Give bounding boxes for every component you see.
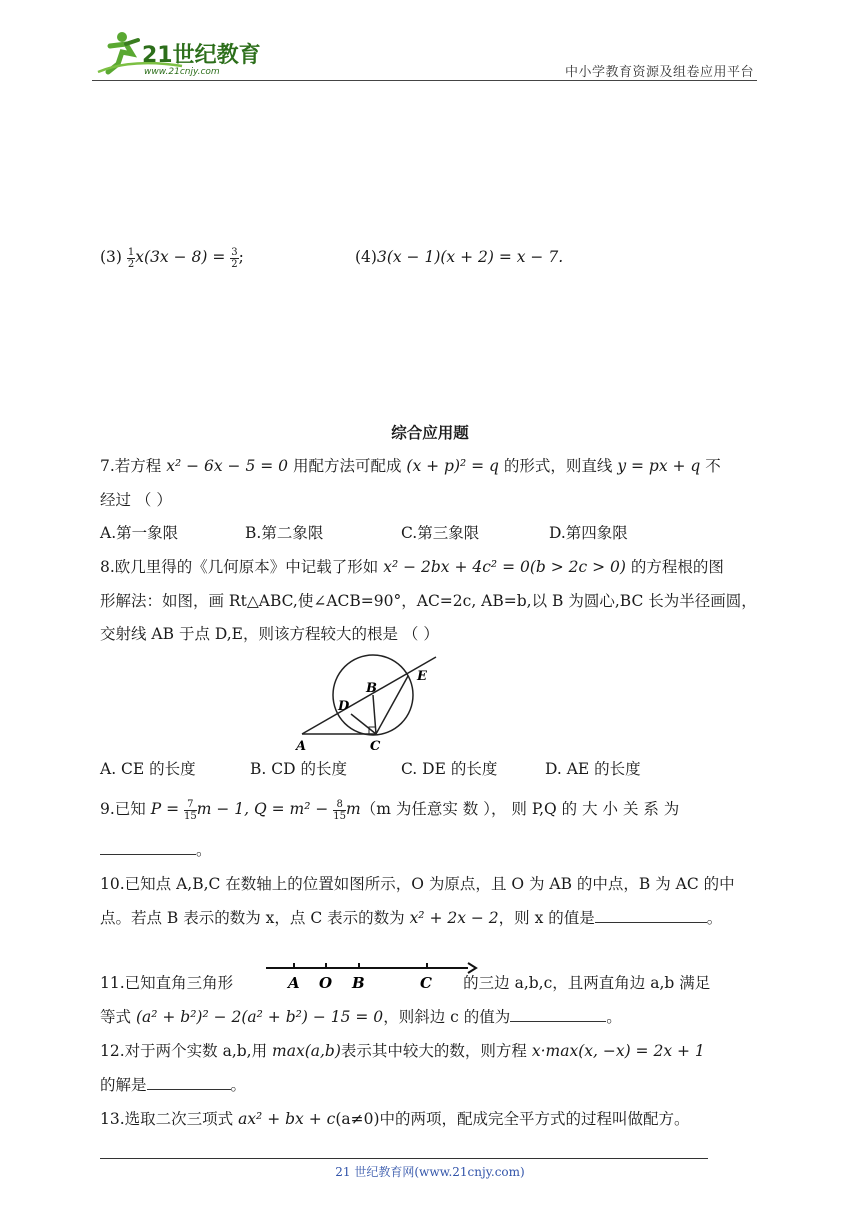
footer-text: 21 世纪教育网(www.21cnjy.com)	[335, 1165, 525, 1179]
logo-sub-text: www.21cnjy.com	[144, 67, 220, 77]
q9-line2: 。	[100, 838, 212, 862]
label-d: D	[338, 699, 350, 714]
q8-option-a: A. CE 的长度	[100, 760, 196, 778]
q7-option-d: D.第四象限	[549, 524, 628, 542]
q11-answer-blank	[510, 1007, 606, 1022]
q8-option-d: D. AE 的长度	[545, 760, 641, 778]
q10-line2: 点。若点 B 表示的数为 x，点 C 表示的数为 x² + 2x − 2，则 x 的值是 。	[100, 909, 723, 927]
axis-label-a: A	[288, 974, 300, 992]
q7-option-b: B.第二象限	[245, 524, 324, 542]
q8-option-c: C. DE 的长度	[401, 760, 498, 778]
equation-4: (4)3(x − 1)(x + 2) = x − 7.	[355, 248, 564, 266]
q7-line2: 经过 （ ）	[100, 491, 172, 509]
logo	[92, 28, 262, 80]
q11-line2: 等式 (a² + b²)² − 2(a² + b²) − 15 = 0，则斜边 c 的值为 。	[100, 1008, 622, 1026]
q9-line1: 9.已知 P = $\frac{7}{15}$ m − 1, Q = m² − $\frac{8}{15}$ m（m 为任意实 数 ）， 则 P,Q 的 大 小 关 系 为	[100, 798, 680, 822]
q11-line1: 11.已知直角三角形 的三边 a,b,c，且两直角边 a,b 满足	[100, 974, 711, 992]
segment-ce	[376, 676, 408, 734]
q10-line1: 10.已知点 A,B,C 在数轴上的位置如图所示，O 为原点，且 O 为 AB 的中点，B 为 AC 的中	[100, 875, 735, 893]
axis-label-b: B	[352, 974, 365, 992]
circle-geometry-figure	[290, 650, 450, 754]
q8-line2: 形解法：如图，画 Rt△ABC,使∠ACB=90°，AC=2c, AB=b,以 B 为圆心,BC 长为半径画圆，	[100, 592, 757, 610]
q7-line1: 7.若方程 x² − 6x − 5 = 0 用配方法可配成 (x + p)² = q 的形式，则直线 y = px + q 不	[100, 457, 721, 475]
segment-bc	[373, 695, 376, 734]
q7-option-a: A.第一象限	[100, 524, 179, 542]
label-b: B	[366, 681, 377, 696]
label-c: C	[370, 739, 381, 754]
q8-line1: 8.欧几里得的《几何原本》中记载了形如 x² − 2bx + 4c² = 0(b > 2c > 0) 的方程根的图	[100, 558, 724, 576]
header-divider	[92, 80, 757, 81]
axis-label-o: O	[319, 974, 333, 992]
q7-option-c: C.第三象限	[401, 524, 480, 542]
section-title: 综合应用题	[391, 424, 469, 442]
footer-divider	[100, 1158, 708, 1159]
logo-main-text: 21世纪教育	[142, 43, 261, 68]
q8-option-b: B. CD 的长度	[250, 760, 347, 778]
q12-line1: 12.对于两个实数 a,b,用 max(a,b)表示其中较大的数，则方程 x·max(x, −x) = 2x + 1	[100, 1042, 705, 1060]
axis-label-c: C	[420, 974, 432, 992]
q12-answer-blank	[147, 1075, 231, 1090]
equation-3: (3) $\frac{1}{2}$ x(3x − 8) = $\frac{3}{2}$ ;	[100, 246, 244, 270]
q9-answer-blank	[100, 840, 196, 855]
q13-line1: 13.选取二次三项式 ax² + bx + c(a≠0)中的两项，配成完全平方式的过程叫做配方。	[100, 1110, 690, 1128]
label-a: A	[296, 739, 307, 754]
q12-line2: 的解是 。	[100, 1076, 247, 1094]
label-e: E	[417, 669, 427, 684]
q8-line3: 交射线 AB 于点 D,E，则该方程较大的根是 （ ）	[100, 625, 439, 643]
q10-answer-blank	[595, 908, 707, 923]
platform-name: 中小学教育资源及组卷应用平台	[564, 65, 754, 80]
